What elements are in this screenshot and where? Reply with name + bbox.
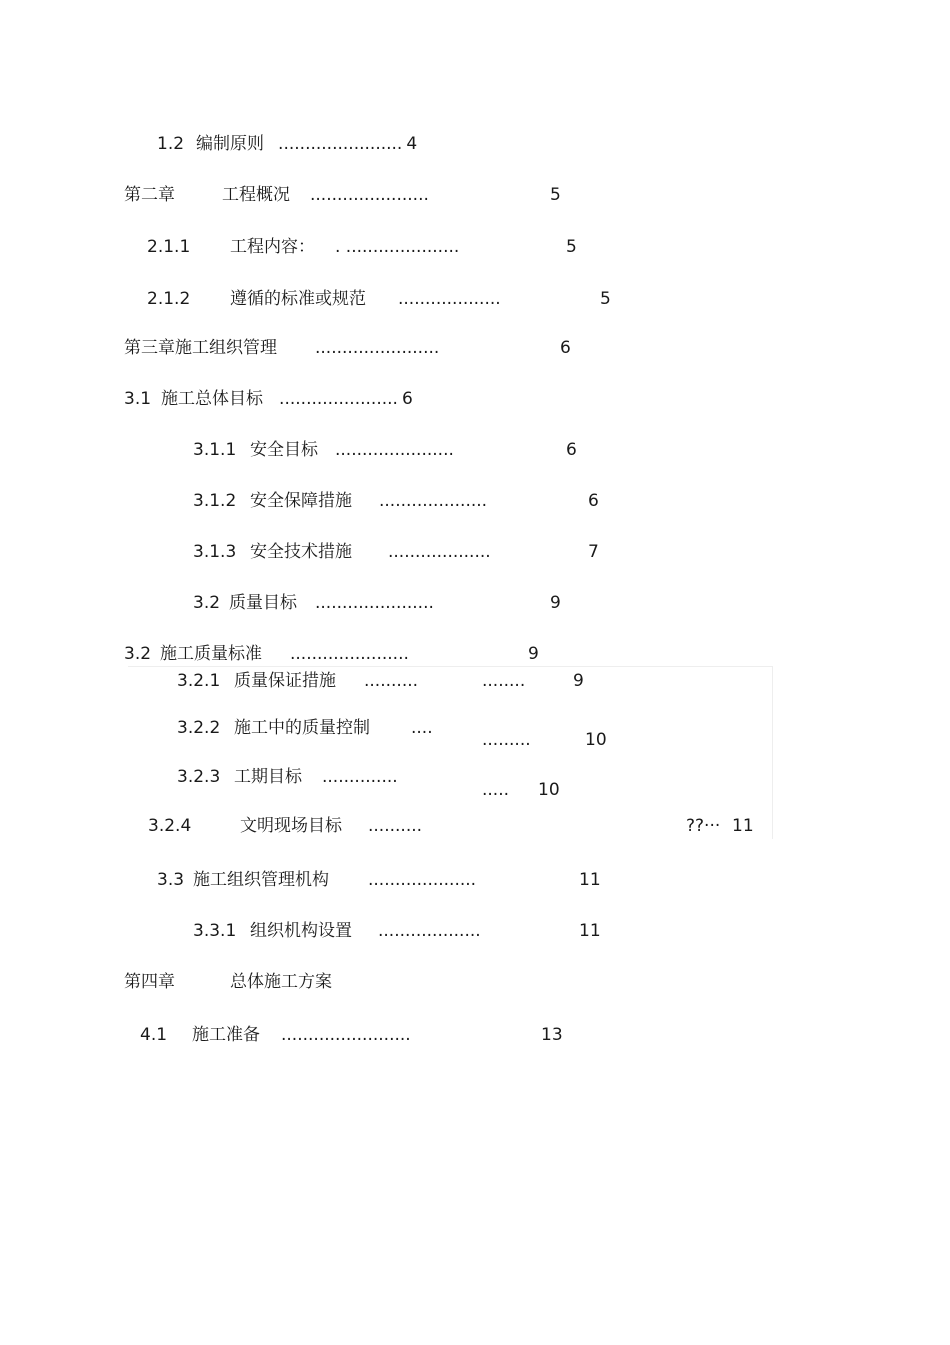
entry-title: 施工组织管理机构 xyxy=(193,870,329,890)
entry-title: 安全保障措施 xyxy=(250,491,352,511)
entry-number: 3.1 xyxy=(124,389,152,409)
leader-dots: ................... xyxy=(378,921,481,941)
entry-number: 2.1.2 xyxy=(147,289,191,309)
leader-dots: .................... xyxy=(379,491,488,511)
page-number: 10 xyxy=(538,780,560,800)
entry-number: 1.2 xyxy=(157,134,185,154)
entry-title: 施工中的质量控制 xyxy=(234,718,370,738)
entry-number: 3.3.1 xyxy=(193,921,237,941)
entry-number: 第二章 xyxy=(124,185,175,205)
toc-entry-1-2[interactable] xyxy=(157,133,417,155)
entry-number: 3.2.1 xyxy=(177,671,221,691)
toc-entry-3-1[interactable] xyxy=(124,388,413,410)
entry-number: 3.3 xyxy=(157,870,185,890)
page-number: 11 xyxy=(579,870,601,890)
entry-number: 3.2.4 xyxy=(148,816,192,836)
leader-dots-secondary: ......... xyxy=(482,730,531,750)
page-number: 5 xyxy=(550,185,561,205)
entry-title: 质量目标 xyxy=(229,593,297,613)
leader-dots-secondary: ........ xyxy=(482,671,526,691)
entry-number: 3.1.3 xyxy=(193,542,237,562)
leader-dots: ....................... xyxy=(315,338,440,358)
leader-dots: ...................... xyxy=(279,389,398,409)
entry-title: 组织机构设置 xyxy=(250,921,352,941)
entry-title: 工程内容： xyxy=(230,237,315,257)
entry-title: 编制原则 xyxy=(196,134,265,154)
entry-title: 施工质量标准 xyxy=(160,644,262,664)
leader-dots: . ..................... xyxy=(335,237,460,257)
leader-dots-secondary: ??··· xyxy=(686,816,721,836)
page-number: 6 xyxy=(566,440,577,460)
leader-dots: ................... xyxy=(398,289,501,309)
entry-title: 工程概况 xyxy=(222,185,290,205)
entry-number: 3.1.2 xyxy=(193,491,237,511)
entry-title: 安全技术措施 xyxy=(250,542,352,562)
entry-title: 施工准备 xyxy=(192,1025,260,1045)
entry-number: 3.2.2 xyxy=(177,718,221,738)
page-number: 6 xyxy=(560,338,571,358)
page-number: 11 xyxy=(579,921,601,941)
page-number: 9 xyxy=(528,644,539,664)
entry-title: 工期目标 xyxy=(234,767,302,787)
leader-dots: ........................ xyxy=(281,1025,411,1045)
page-number: 6 xyxy=(401,389,413,409)
entry-number: 4.1 xyxy=(140,1025,168,1045)
entry-title: 总体施工方案 xyxy=(230,972,332,992)
entry-title: 施工总体目标 xyxy=(161,389,264,409)
page-number: 10 xyxy=(585,730,607,750)
page-number: 4 xyxy=(406,134,418,154)
page-number: 11 xyxy=(732,816,754,836)
page-number: 7 xyxy=(588,542,599,562)
leader-dots: .................... xyxy=(368,870,477,890)
leader-dots: .............. xyxy=(322,767,398,787)
entry-title: 安全目标 xyxy=(250,440,318,460)
page-number: 5 xyxy=(600,289,611,309)
leader-dots: ...................... xyxy=(335,440,454,460)
leader-dots: .......... xyxy=(364,671,419,691)
leader-dots: .... xyxy=(411,718,433,738)
entry-number: 2.1.1 xyxy=(147,237,191,257)
entry-title: 文明现场目标 xyxy=(240,816,342,836)
entry-number: 3.2.3 xyxy=(177,767,221,787)
entry-title: 第三章施工组织管理 xyxy=(124,338,277,358)
entry-number: 3.1.1 xyxy=(193,440,237,460)
leader-dots: ...................... xyxy=(310,185,429,205)
page-number: 13 xyxy=(541,1025,563,1045)
entry-number: 第四章 xyxy=(124,972,175,992)
entry-title: 质量保证措施 xyxy=(234,671,336,691)
entry-title: 遵循的标准或规范 xyxy=(230,289,366,309)
entry-number: 3.2 xyxy=(193,593,221,613)
leader-dots: .......... xyxy=(368,816,423,836)
leader-dots: ...................... xyxy=(290,644,409,664)
page-number: 6 xyxy=(588,491,599,511)
page-number: 9 xyxy=(550,593,561,613)
leader-dots: ....................... xyxy=(278,134,403,154)
page-number: 5 xyxy=(566,237,577,257)
leader-dots: ...................... xyxy=(315,593,434,613)
toc-entry-3-2-3[interactable] xyxy=(177,766,577,810)
leader-dots-secondary: ..... xyxy=(482,780,510,800)
page-number: 9 xyxy=(573,671,584,691)
toc-entry-3-2-2[interactable] xyxy=(177,717,617,761)
leader-dots: ................... xyxy=(388,542,491,562)
entry-number: 3.2 xyxy=(124,644,152,664)
